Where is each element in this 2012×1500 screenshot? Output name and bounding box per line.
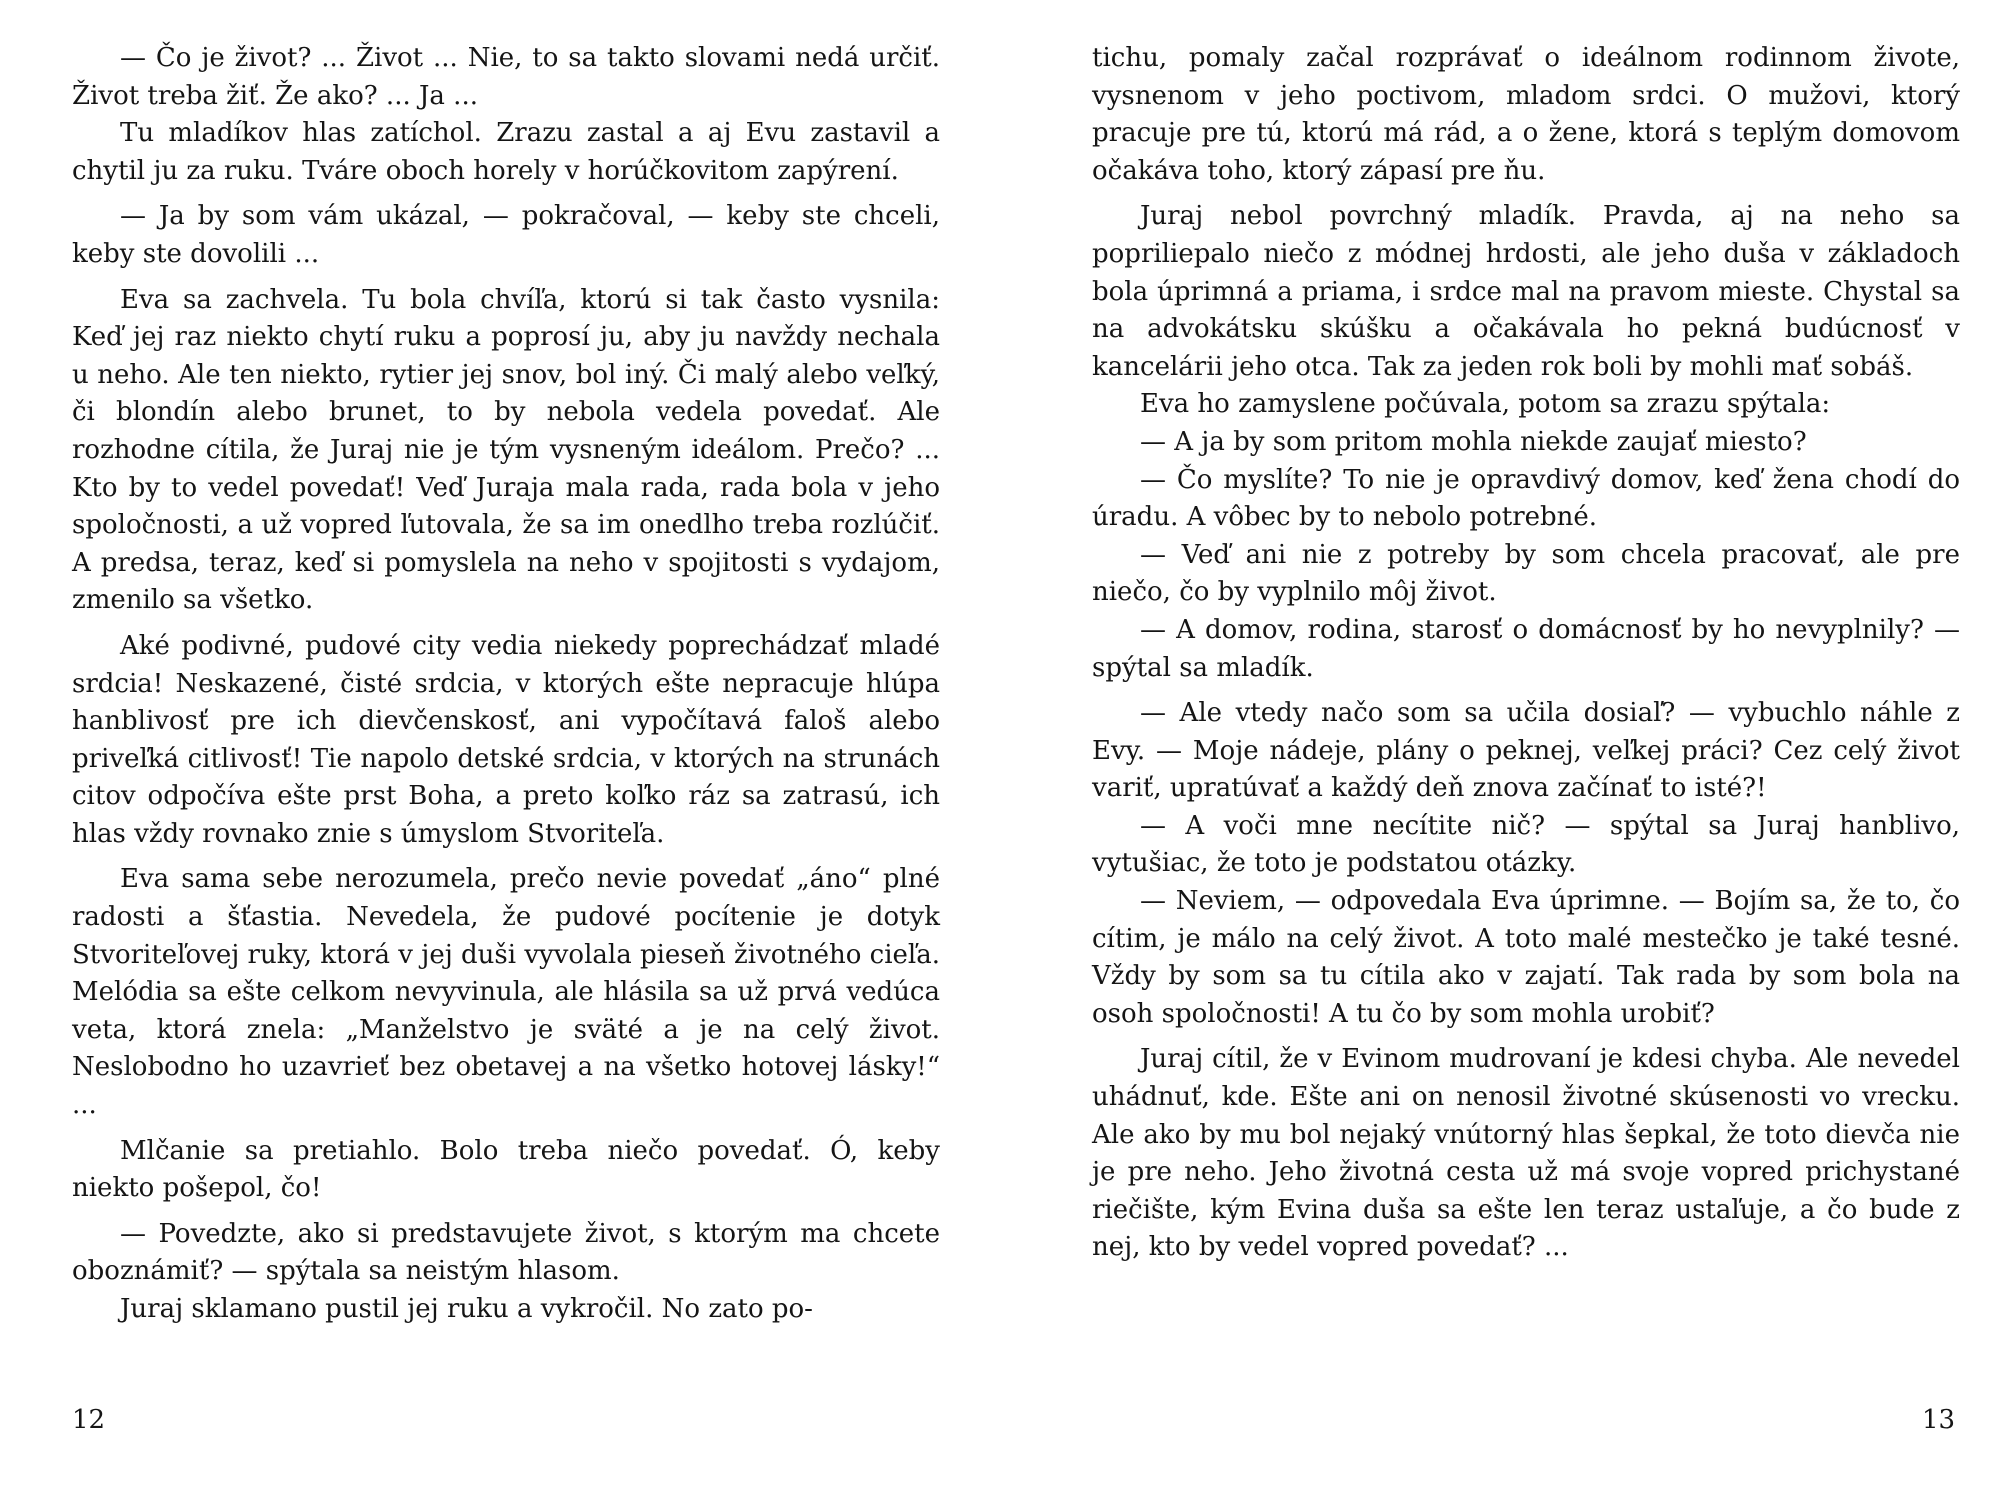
left-page [72,40,940,1480]
paragraph: Juraj sklamano pustil jej ruku a vykročil. No zato po- [120,1294,813,1324]
paragraph: — A domov, rodina, starosť o domácnosť by ho nevyplnily? — spýtal sa mladík. [1092,614,1960,683]
paragraph: Mlčanie sa pretiahlo. Bolo treba niečo povedať. Ó, keby niekto pošepol, čo! [72,1135,940,1204]
paragraph: — Čo myslíte? To nie je opravdivý domov, keď žena chodí do úradu. A vôbec by to nebolo potrebné. [1092,464,1960,533]
paragraph: — Neviem, — odpovedala Eva úprimne. — Bojím sa, že to, čo cítim, je málo na celý život. A toto malé mestečko je také tesné. Vždy by som sa tu cítila ako v zajatí. Tak rada by som bola na osoh spoločnosti! A tu čo by som mohla urobiť? [1092,886,1960,1029]
paragraph: — Veď ani nie z potreby by som chcela pracovať, ale pre niečo, čo by vyplnilo môj život. [1092,539,1960,608]
paragraph: tichu, pomaly začal rozprávať o ideálnom rodinnom živote, vysnenom v jeho poctivom, mladom srdci. O mužovi, ktorý pracuje pre tú, ktorú má rád, a o žene, ktorá s teplým domovom očakáva toho, ktorý zápasí pre ňu. [1092,43,1960,186]
paragraph: Aké podivné, pudové city vedia niekedy poprechádzať mladé srdcia! Neskazené, čisté srdcia, v ktorých ešte nepracuje hlúpa hanblivosť pre ich dievčenskosť, ani vypočítavá faloš alebo priveľká citlivosť! Tie napolo detské srdcia, v ktorých na strunách citov odpočíva ešte prst Boha, a preto koľko ráz sa zatrasú, ich hlas vždy rovnako znie s úmyslom Stvoriteľa. [72,630,940,849]
paragraph: Eva sa zachvela. Tu bola chvíľa, ktorú si tak často vysnila: Keď jej raz niekto chytí ruku a poprosí ju, aby ju navždy nechala u neho. Ale ten niekto, rytier jej snov, bol iný. Či malý alebo veľký, či blondín alebo brunet, to by nebola vedela povedať. Ale rozhodne cítila, že Juraj nie je tým vysneným ideálom. Prečo? ... Kto by to vedel povedať! Veď Juraja mala rada, rada bola v jeho spoločnosti, a už vopred ľutovala, že sa im onedlho treba rozlúčiť. A predsa, teraz, keď si pomyslela na neho v spojitosti s vydajom, zmenilo sa všetko. [72,284,940,616]
paragraph: — Čo je život? ... Život ... Nie, to sa takto slovami nedá určiť. Život treba žiť. Že ako? ... Ja ... [72,43,940,111]
paragraph: Tu mladíkov hlas zatíchol. Zrazu zastal a aj Evu zastavil a chytil ju za ruku. Tváre oboch horely v horúčkovitom zapýrení. [72,118,940,186]
paragraph: — A ja by som pritom mohla niekde zaujať miesto? [1140,426,1807,457]
paragraph: — Ja by som vám ukázal, — pokračoval, — keby ste chceli, keby ste dovolili ... [72,201,940,269]
right-page [1092,40,1960,1480]
paragraph: — Povedzte, ako si predstavujete život, s ktorým ma chcete oboznámiť? — spýtala sa neistým hlasom. [72,1218,940,1287]
paragraph: Juraj cítil, že v Evinom mudrovaní je kdesi chyba. Ale nevedel uhádnuť, kde. Ešte ani on nenosil životné skúsenosti vo vrecku. Ale ako by mu bol nejaký vnútorný hlas šepkal, že toto dievča nie je pre neho. Jeho životná cesta už má svoje vopred prichystané riečište, kým Evina duša sa ešte len teraz ustaľuje, a čo bude z nej, kto by vedel vopred povedať? ... [1092,1044,1960,1263]
paragraph: — Ale vtedy načo som sa učila dosiaľ? — vybuchlo náhle z Evy. — Moje nádeje, plány o peknej, veľkej práci? Cez celý život variť, upratúvať a každý deň znova začínať to isté?! [1092,698,1960,804]
paragraph: Juraj nebol povrchný mladík. Pravda, aj na neho sa popriliepalo niečo z módnej hrdosti, ale jeho duša v základoch bola úprimná a priama, i srdce mal na pravom mieste. Chystal sa na advokátsku skúšku a očakávala ho pekná budúcnosť v kancelárii jeho otca. Tak za jeden rok boli by mohli mať sobáš. [1092,201,1960,382]
paragraph: Eva sama sebe nerozumela, prečo nevie povedať „áno“ plné radosti a šťastia. Nevedela, že pudové pocítenie je dotyk Stvoriteľovej ruky, ktorá v jej duši vyvolala pieseň životného cieľa. Melódia sa ešte celkom nevyvinula, ale hlásila sa už prvá vedúca veta, ktorá znela: „Manželstvo je sväté a je na celý život. Neslobodno ho uzavrieť bez obetavej a na všetko hotovej lásky!“ ... [72,864,940,1121]
paragraph: — A voči mne necítite nič? — spýtal sa Juraj hanblivo, vytušiac, že toto je podstatou otázky. [1092,810,1960,879]
paragraph: Eva ho zamyslene počúvala, potom sa zrazu spýtala: [1140,389,1831,420]
page-number-left: 12 [72,1405,106,1435]
page-number-right: 13 [1922,1405,1956,1435]
